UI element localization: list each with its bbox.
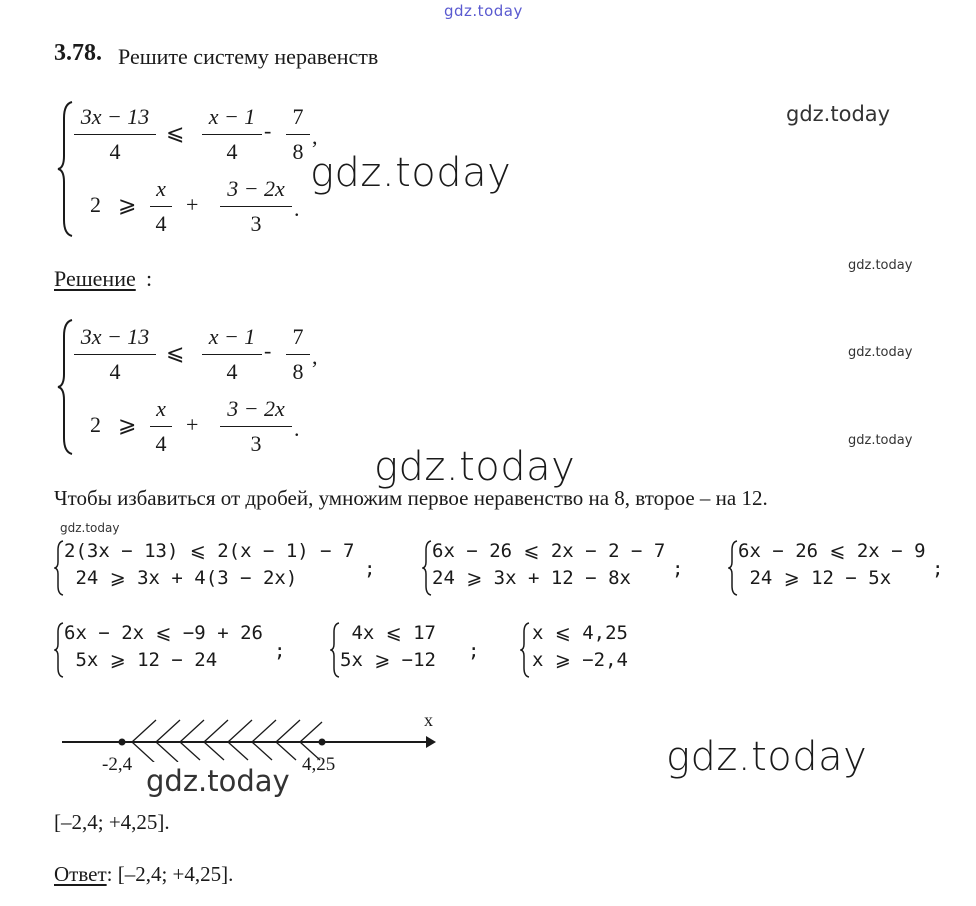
step-3	[738, 538, 926, 592]
answer-label: Ответ	[54, 862, 107, 886]
tick-label-right: 4,25	[302, 754, 336, 775]
fraction-2: x − 1 4	[202, 106, 262, 163]
period: .	[294, 196, 300, 221]
result-interval: [–2,4; +4,25].	[54, 810, 170, 834]
step-2	[432, 538, 665, 592]
step-3-separator: ;	[932, 558, 944, 580]
number-line-arrow	[426, 736, 436, 748]
step-6-line-1: x ⩽ 4,25	[532, 622, 628, 644]
axis-label-x: x	[424, 710, 433, 730]
watermark-right-1: gdz.today	[786, 102, 891, 126]
problem-text: Решите систему неравенств	[118, 44, 379, 69]
left-endpoint	[119, 739, 126, 746]
comma-b: ,	[312, 344, 318, 369]
step-2-line-2: 24 ⩾ 3x + 12 − 8x	[432, 567, 631, 589]
tick-label-left: -2,4	[102, 754, 133, 775]
minus-sign: -	[264, 118, 272, 143]
watermark-top: gdz.today	[444, 2, 523, 20]
answer-value: : [–2,4; +4,25].	[106, 862, 234, 886]
step-6-line-2: x ⩾ −2,4	[532, 649, 628, 671]
watermark-small-3: gdz.today	[848, 433, 913, 448]
relation-2: ⩾	[118, 192, 137, 217]
step-4-line-1: 6x − 2x ⩽ −9 + 26	[64, 622, 263, 644]
step-4-separator: ;	[274, 640, 286, 662]
watermark-big-3: gdz.today	[666, 734, 868, 780]
step-2-brace	[422, 540, 432, 596]
fraction-3b: 7 8	[286, 326, 310, 383]
step-5	[340, 620, 436, 674]
solution-heading: Решение	[54, 266, 136, 291]
step-1-line-2: 24 ⩾ 3x + 4(3 − 2x)	[64, 567, 298, 589]
step-2-separator: ;	[672, 558, 684, 580]
step-5-line-1: 4x ⩽ 17	[340, 622, 436, 644]
problem-number: 3.78.	[54, 40, 102, 66]
minus-sign-b: -	[264, 338, 272, 363]
fraction-5: 3 − 2x 3	[220, 178, 292, 235]
explanation-sentence: Чтобы избавиться от дробей, умножим первое неравенство на 8, второе – на 12.	[54, 486, 768, 510]
solution-colon: :	[146, 266, 153, 291]
step-6-brace	[520, 622, 530, 678]
watermark-big-2: gdz.today	[374, 444, 576, 490]
plus-sign-b: +	[186, 412, 199, 437]
fraction-4: x 4	[150, 178, 172, 235]
step-5-line-2: 5x ⩾ −12	[340, 649, 436, 671]
watermark-small-4: gdz.today	[60, 521, 120, 535]
step-5-separator: ;	[468, 640, 480, 662]
fraction-2b: x − 1 4	[202, 326, 262, 383]
watermark-big-4: gdz.today	[146, 764, 290, 798]
step-3-brace	[728, 540, 738, 596]
lhs-2b: 2	[90, 412, 101, 437]
step-1-brace	[54, 540, 64, 596]
step-1-separator: ;	[364, 558, 376, 580]
relation-1b: ⩽	[166, 340, 185, 365]
watermark-big-1: gdz.today	[310, 150, 512, 196]
fraction-3: 7 8	[286, 106, 310, 163]
relation-2b: ⩾	[118, 412, 137, 437]
left-brace	[56, 100, 74, 238]
relation-1: ⩽	[166, 120, 185, 145]
step-2-line-1: 6x − 26 ⩽ 2x − 2 − 7	[432, 540, 666, 562]
step-4-line-2: 5x ⩾ 12 − 24	[64, 649, 218, 671]
watermark-small-1: gdz.today	[848, 258, 913, 273]
answer	[54, 862, 233, 887]
step-4	[64, 620, 263, 674]
fraction-5b: 3 − 2x 3	[220, 398, 292, 455]
fraction-1b: 3x − 13 4	[74, 326, 156, 383]
step-1	[64, 538, 354, 592]
left-brace-2	[56, 318, 74, 456]
right-endpoint	[319, 739, 326, 746]
period-b: .	[294, 416, 300, 441]
lhs-2: 2	[90, 192, 101, 217]
watermark-small-2: gdz.today	[848, 345, 913, 360]
fraction-1: 3x − 13 4	[74, 106, 156, 163]
step-3-line-2: 24 ⩾ 12 − 5x	[738, 567, 892, 589]
step-1-line-1: 2(3x − 13) ⩽ 2(x − 1) − 7	[64, 540, 355, 562]
step-6	[532, 620, 628, 674]
fraction-4b: x 4	[150, 398, 172, 455]
comma: ,	[312, 124, 318, 149]
step-4-brace	[54, 622, 64, 678]
step-3-line-1: 6x − 26 ⩽ 2x − 9	[738, 540, 926, 562]
step-5-brace	[330, 622, 340, 678]
plus-sign: +	[186, 192, 199, 217]
